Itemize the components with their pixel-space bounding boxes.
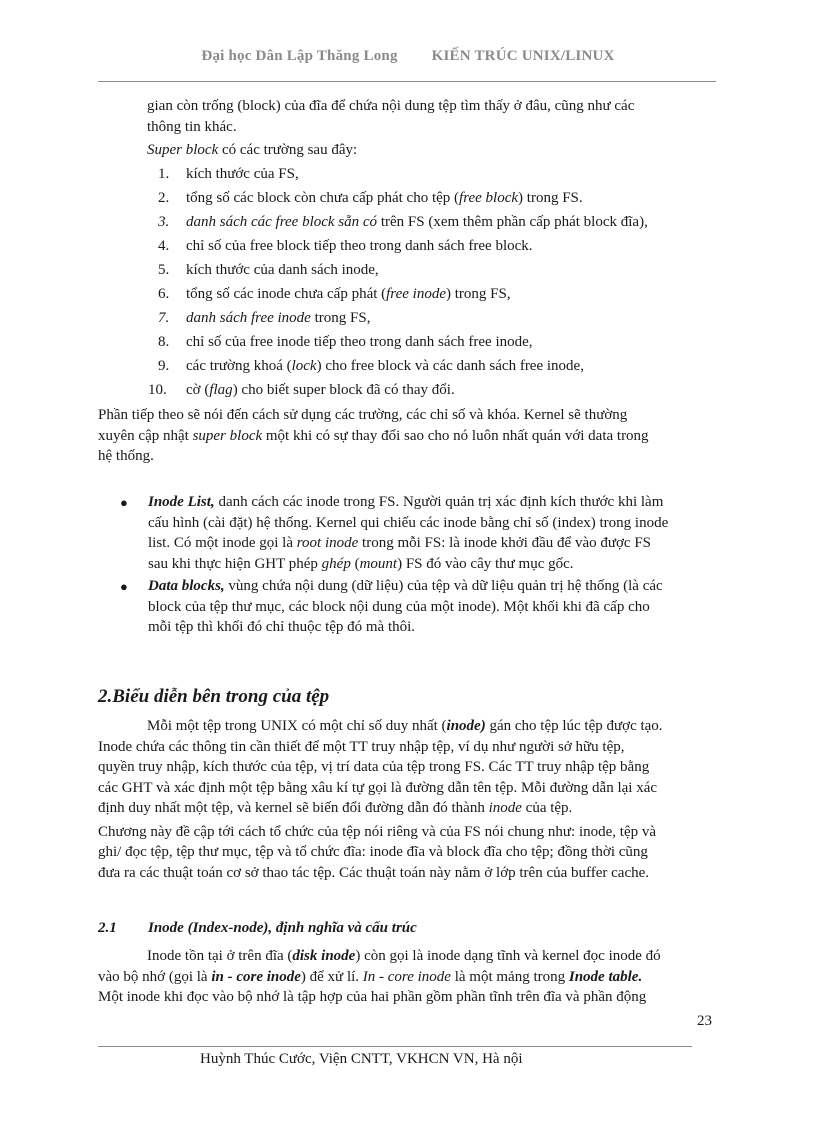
header-course-title: KIẾN TRÚC UNIX/LINUX bbox=[431, 48, 615, 64]
list-text: kích thước của danh sách inode, bbox=[186, 262, 379, 278]
list-term: danh sách free inode bbox=[186, 310, 311, 326]
paragraph-text: ) FS đó vào cây thư mục gốc. bbox=[397, 555, 574, 572]
bullet-dot-icon: ● bbox=[120, 495, 128, 510]
section-paragraph bbox=[98, 716, 718, 883]
paragraph-line: đưa ra các thuật toán cơ sở thao tác tệp. Các thuật toán này nằm ở lớp trên của buffer cache. bbox=[98, 864, 650, 881]
subsection-paragraph bbox=[98, 946, 718, 1008]
header-university: Đại học Dân Lập Thăng Long bbox=[201, 48, 398, 64]
subsection-title: Inode (Index-node), định nghĩa và cấu trúc bbox=[148, 920, 417, 936]
list-item bbox=[158, 258, 648, 282]
paragraph-line bbox=[148, 533, 720, 554]
paragraph-line bbox=[98, 967, 718, 988]
paragraph-text: vùng chứa nội dung (dữ liệu) của tệp và dữ liệu quản trị hệ thống (là các bbox=[224, 578, 663, 594]
list-number: 3. bbox=[158, 214, 170, 230]
header-rule bbox=[98, 81, 716, 82]
list-text: trong FS, bbox=[310, 310, 371, 326]
list-text: kích thước của FS, bbox=[186, 166, 299, 182]
list-item bbox=[158, 282, 648, 306]
paragraph-term: inode) bbox=[446, 718, 486, 734]
intro-line: gian còn trống (block) của đĩa để chứa nội dung tệp tìm thấy ở đâu, cũng như các bbox=[147, 98, 635, 114]
paragraph-text: list. Có một inode gọi là bbox=[148, 535, 297, 551]
paragraph-text: của tệp. bbox=[521, 800, 573, 816]
paragraph-text: Mỗi một tệp trong UNIX có một chỉ số duy nhất ( bbox=[147, 718, 447, 734]
paragraph-term: Inode table. bbox=[568, 968, 643, 985]
paragraph-text: vào bộ nhớ (gọi là bbox=[98, 968, 212, 985]
paragraph-line: block của tệp thư mục, các block nội dung của một inode). Một khối khi đã cấp cho bbox=[148, 598, 650, 615]
list-text: cờ ( bbox=[186, 382, 210, 398]
paragraph-line: cấu hình (cài đặt) hệ thống. Kernel qui chiếu các inode bằng chỉ số (index) trong inode bbox=[148, 514, 669, 531]
paragraph-term: inode bbox=[488, 800, 522, 816]
running-header bbox=[0, 48, 816, 65]
list-number: 5. bbox=[158, 262, 170, 278]
list-item bbox=[158, 234, 648, 258]
list-text: chỉ số của free inode tiếp theo trong danh sách free inode, bbox=[186, 334, 533, 350]
paragraph-line: Phần tiếp theo sẽ nói đến cách sử dụng các trường, các chỉ số và khóa. Kernel sẽ thường bbox=[98, 407, 628, 423]
list-number: 4. bbox=[158, 238, 170, 254]
paragraph-line bbox=[98, 716, 718, 737]
paragraph-line bbox=[148, 554, 720, 575]
paragraph-line bbox=[148, 492, 720, 513]
paragraph-term: root inode bbox=[296, 535, 359, 551]
superblock-term: Super block bbox=[147, 142, 219, 158]
paragraph-line bbox=[98, 798, 718, 819]
bullet-list bbox=[120, 492, 720, 640]
paragraph-line: mỗi tệp thì khối đó chỉ thuộc tệp đó mà thôi. bbox=[148, 619, 416, 635]
list-item bbox=[158, 210, 648, 234]
list-number: 9. bbox=[158, 358, 170, 374]
page-number: 23 bbox=[697, 1013, 712, 1029]
paragraph-line bbox=[98, 946, 718, 967]
bullet-term: Data blocks, bbox=[148, 578, 225, 594]
bullet-inode-list bbox=[120, 492, 720, 574]
list-term: free inode bbox=[386, 286, 446, 302]
section-heading: 2.Biểu diễn bên trong của tệp bbox=[98, 686, 330, 707]
superblock-field-list bbox=[148, 162, 648, 402]
paragraph-line: Inode chứa các thông tin cần thiết để một TT truy nhập tệp, ví dụ như người sở hữu tệp, bbox=[98, 738, 625, 755]
list-item bbox=[148, 378, 648, 402]
paragraph-text: ) còn gọi là inode dạng tĩnh và kernel đọc inode đó bbox=[355, 948, 661, 964]
list-number: 2. bbox=[158, 190, 170, 206]
list-number: 10. bbox=[148, 382, 167, 398]
list-term: lock bbox=[291, 358, 317, 374]
paragraph-line: hệ thống. bbox=[98, 448, 154, 464]
bullet-data-blocks bbox=[120, 576, 720, 638]
intro-line: thông tin khác. bbox=[147, 118, 237, 135]
paragraph-line: Chương này đề cập tới cách tổ chức của tệp nói riêng và của FS nói chung như: inode, tệp và bbox=[98, 823, 657, 840]
list-text: ) cho biết super block đã có thay đổi. bbox=[232, 382, 455, 398]
paragraph-term: super block bbox=[192, 427, 263, 444]
list-text: ) cho free block và các danh sách free inode, bbox=[316, 358, 584, 374]
list-text: trên FS (xem thêm phần cấp phát block đĩa), bbox=[377, 214, 648, 230]
paragraph-term: disk inode bbox=[292, 948, 356, 964]
list-text: tổng số các block còn chưa cấp phát cho tệp ( bbox=[186, 190, 460, 206]
list-item bbox=[158, 330, 648, 354]
list-number: 6. bbox=[158, 286, 170, 302]
after-list-paragraph bbox=[98, 405, 718, 467]
list-item bbox=[158, 186, 648, 210]
paragraph-text: Inode tồn tại ở trên đĩa ( bbox=[147, 948, 293, 964]
list-text: các trường khoá ( bbox=[186, 358, 292, 374]
list-item bbox=[158, 162, 648, 186]
paragraph-term: In - core inode bbox=[362, 968, 451, 985]
bullet-term: Inode List, bbox=[148, 494, 215, 510]
list-item bbox=[158, 354, 648, 378]
running-footer: Huỳnh Thúc Cước, Viện CNTT, VKHCN VN, Hà nội bbox=[200, 1051, 523, 1067]
paragraph-line bbox=[98, 426, 718, 447]
list-text: ) trong FS. bbox=[518, 190, 583, 206]
paragraph-line: các GHT và xác định một tệp bằng xâu kí tự gọi là đường dẫn tên tệp. Mỗi đường dẫn lại xác bbox=[98, 779, 658, 796]
list-number: 1. bbox=[158, 166, 170, 182]
paragraph-line bbox=[148, 576, 720, 597]
paragraph-text: gán cho tệp lúc tệp được tạo. bbox=[485, 718, 663, 734]
footer-rule bbox=[98, 1046, 692, 1047]
list-term: flag bbox=[209, 382, 233, 398]
paragraph-text: ) để xử lí. bbox=[300, 968, 363, 985]
paragraph-text: ( bbox=[350, 555, 360, 572]
paragraph-text: sau khi thực hiện GHT phép bbox=[148, 555, 322, 572]
intro-paragraph bbox=[147, 96, 707, 161]
paragraph-term: mount bbox=[359, 555, 398, 572]
subsection-number: 2.1 bbox=[98, 920, 117, 936]
paragraph-line: ghi/ đọc tệp, tệp thư mục, tệp và tổ chức đĩa: inode đĩa và block đĩa cho tệp; đồng thời cũng bbox=[98, 844, 648, 860]
paragraph-text: trong mỗi FS: là inode khởi đầu để vào được FS bbox=[358, 535, 652, 551]
list-text: chỉ số của free block tiếp theo trong danh sách free block. bbox=[186, 238, 533, 254]
paragraph-term: ghép bbox=[321, 555, 351, 572]
paragraph-line: quyền truy nhập, kích thước của tệp, vị trí data của tệp trong FS. Các TT truy nhập tệp bằng bbox=[98, 759, 650, 775]
list-text: ) trong FS, bbox=[445, 286, 511, 302]
superblock-intro-text: có các trường sau đây: bbox=[218, 142, 358, 158]
paragraph-line: Một inode khi đọc vào bộ nhớ là tập hợp của hai phần gồm phần tĩnh trên đĩa và phần động bbox=[98, 989, 647, 1005]
list-number: 8. bbox=[158, 334, 170, 350]
paragraph-text: là một mảng trong bbox=[450, 968, 569, 985]
paragraph-text: định duy nhất một tệp, và kernel sẽ biến đổi đường dẫn đó thành bbox=[98, 800, 489, 816]
list-term: free block bbox=[459, 190, 519, 206]
paragraph-text: xuyên cập nhật bbox=[98, 427, 193, 444]
list-text: tổng số các inode chưa cấp phát ( bbox=[186, 286, 387, 302]
list-item bbox=[158, 306, 648, 330]
paragraph-term: in - core inode bbox=[211, 968, 301, 985]
list-number: 7. bbox=[158, 310, 170, 326]
list-term: danh sách các free block sẵn có bbox=[186, 214, 378, 230]
paragraph-text: một khi có sự thay đổi sao cho nó luôn nhất quán với data trong bbox=[262, 427, 649, 444]
subsection-heading bbox=[98, 920, 417, 937]
bullet-dot-icon: ● bbox=[120, 579, 128, 594]
paragraph-text: danh cách các inode trong FS. Người quản trị xác định kích thước khi làm bbox=[214, 494, 664, 510]
superblock-intro bbox=[147, 140, 707, 161]
